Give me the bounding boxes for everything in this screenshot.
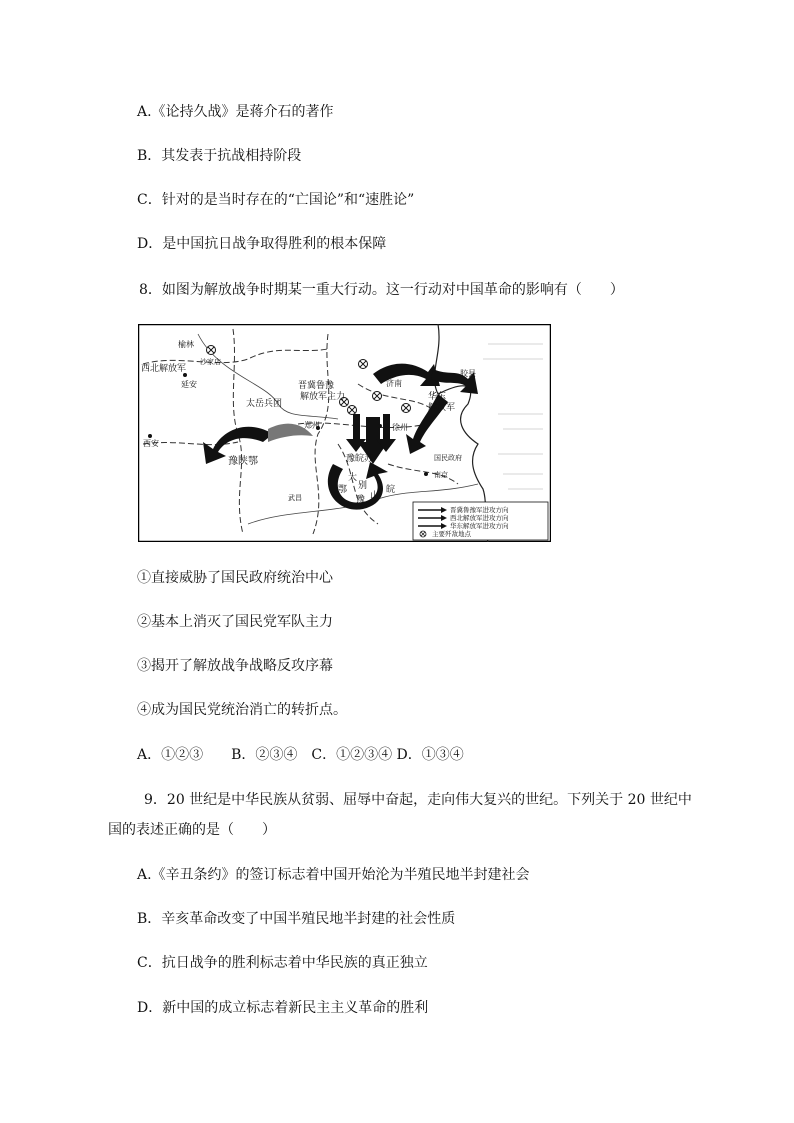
q9-option-d: D．新中国的成立标志着新民主主义革命的胜利 xyxy=(137,1000,429,1016)
map-label-xian: 西安 xyxy=(143,439,159,448)
legend-east-china: 华东解放军进攻方向 xyxy=(450,522,509,530)
map-label-yulin: 榆林 xyxy=(178,340,194,349)
q7-option-d: D．是中国抗日战争取得胜利的根本保障 xyxy=(137,236,387,252)
q9-stem-line2: 国的表述正确的是（ ） xyxy=(108,822,276,838)
map-label-main-force: 解放军主力 xyxy=(300,392,346,402)
map-label-jiaoxian: 胶县 xyxy=(460,369,476,378)
map-label-yushaner: 豫陕鄂 xyxy=(228,456,258,467)
map-label-xuzhou: 徐州 xyxy=(392,423,408,432)
q9-option-c: C．抗日战争的胜利标志着中华民族的真正独立 xyxy=(137,955,428,971)
legend-battle-site: 主要歼敌地点 xyxy=(432,530,471,538)
map-label-dabie-2: 别 xyxy=(358,481,368,491)
q7-option-b: B．其发表于抗战相持阶段 xyxy=(137,148,302,164)
map-label-shajiadian: 沙家店 xyxy=(200,358,221,366)
map-label-dabie-3: 山 xyxy=(370,491,380,501)
map-label-zhengzhou: 郑州 xyxy=(304,421,320,430)
map-label-dabie-1: 大 xyxy=(348,473,358,483)
q9-option-b: B．辛亥革命改变了中国半殖民地半封建的社会性质 xyxy=(137,911,456,927)
map-label-yuwansu: 豫皖苏 xyxy=(346,454,374,464)
map-label-e: 鄂 xyxy=(338,485,348,495)
q8-item-3: ③揭开了解放战争战略反攻序幕 xyxy=(137,658,333,674)
map-label-yu: 豫 xyxy=(356,495,366,505)
map-label-nanjing: 南京 xyxy=(434,471,448,479)
q8-choices: A．①②③ B．②③④ C．①②③④ D．①③④ xyxy=(137,747,464,763)
map-label-taiyue: 太岳兵团 xyxy=(246,399,283,409)
map-label-wuchang: 武昌 xyxy=(288,494,302,502)
map-label-yanan: 延安 xyxy=(181,380,197,389)
map-label-northwest-army: 西北解放军 xyxy=(141,364,187,374)
q7-option-c: C．针对的是当时存在的“亡国论”和“速胜论” xyxy=(137,192,415,208)
q8-item-1: ①直接威胁了国民政府统治中心 xyxy=(137,570,333,586)
map-label-jinjiluyu: 晋冀鲁豫 xyxy=(298,381,335,391)
map-label-national-government: 国民政府 xyxy=(434,454,462,462)
map-label-east-china-army: 解放军 xyxy=(428,403,456,413)
legend-jinjiluyu: 晋冀鲁豫军进攻方向 xyxy=(450,506,509,514)
q9-option-a: A.《辛丑条约》的签订标志着中国开始沦为半殖民地半封建社会 xyxy=(137,867,530,883)
map-label-east-china: 华东 xyxy=(428,392,447,402)
q8-item-2: ②基本上消灭了国民党军队主力 xyxy=(137,614,333,630)
q7-option-a: A.《论持久战》是蒋介石的著作 xyxy=(137,104,334,120)
legend-northwest: 西北解放军进攻方向 xyxy=(450,514,509,522)
q8-stem: 8．如图为解放战争时期某一重大行动。这一行动对中国革命的影响有（ ） xyxy=(139,282,624,298)
campaign-map xyxy=(138,324,551,542)
q8-item-4: ④成为国民党统治消亡的转折点。 xyxy=(137,702,347,718)
q9-stem-line1: 9．20 世纪是中华民族从贫弱、屈辱中奋起，走向伟大复兴的世纪。下列关于 20 世纪中 xyxy=(144,792,692,808)
map-label-wan: 皖 xyxy=(386,485,396,495)
map-label-jinan: 济南 xyxy=(386,379,402,388)
